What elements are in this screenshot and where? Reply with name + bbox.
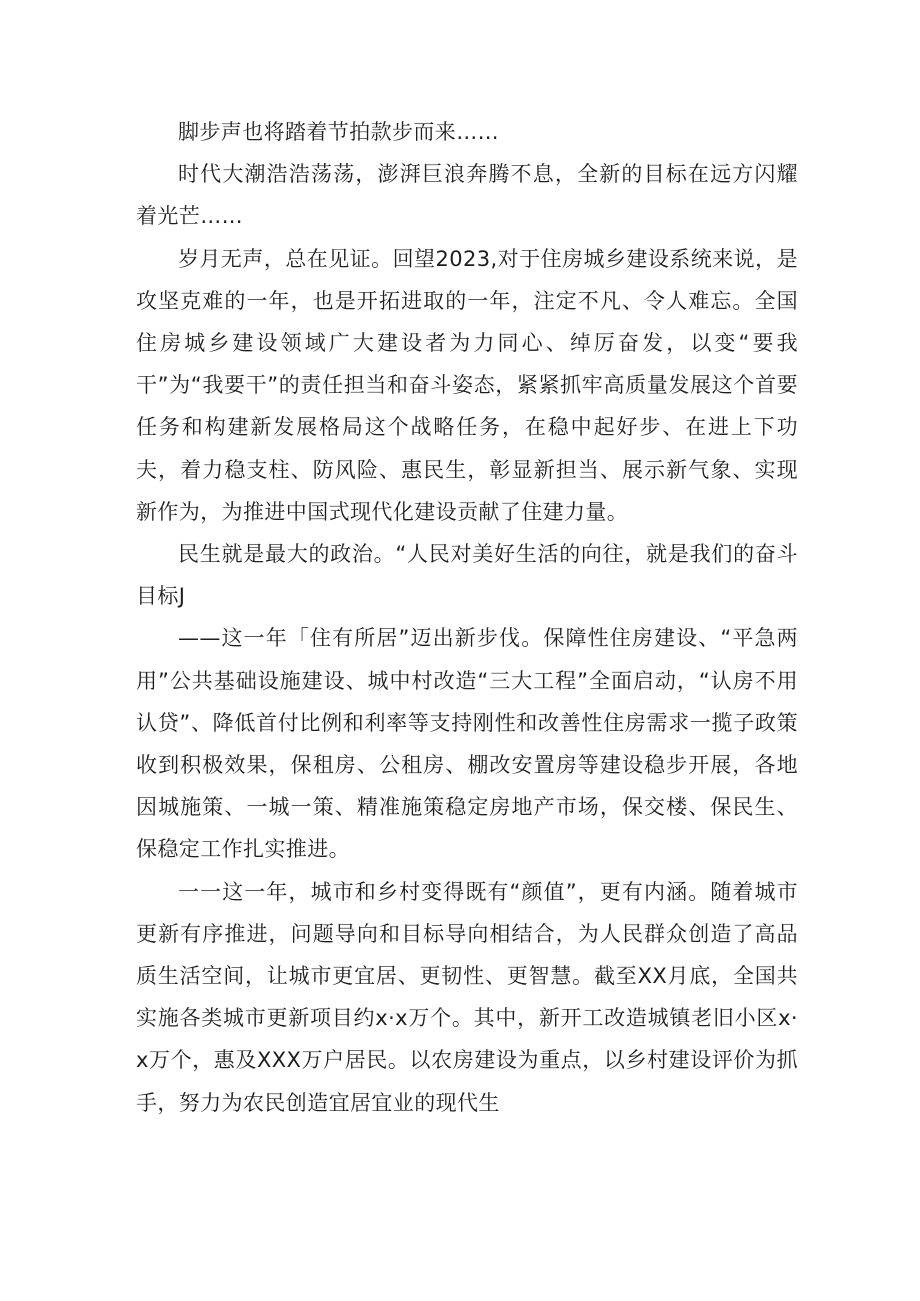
paragraph: ——这一年「住有所居”迈出新步伐。保障性住房建设、“平急两用”公共基础设施建设、城中村改造“三大工程”全面启动，“认房不用认贷”、降低首付比例和利率等支持刚性和改善性住房需求一揽子政策收到积极效果，保租房、公租房、棚改安置房等建设稳步开展，各地因城施策、一城一策、精准施策稳定房地产市场，保交楼、保民生、保稳定工作扎实推进。 <box>136 626 798 862</box>
document-body <box>136 111 798 1124</box>
paragraph: 岁月无声，总在见证。回望2023,对于住房城乡建设系统来说，是攻坚克难的一年，也是开拓进取的一年，注定不凡、令人难忘。全国住房城乡建设领域广大建设者为力同心、绰厉奋发，以变“要我干”为“我要干”的责任担当和奋斗姿态，紧紧抓牢高质量发展这个首要任务和构建新发展格局这个战略任务，在稳中起好步、在进上下功夫，着力稳支柱、防风险、惠民生，彰显新担当、展示新气象、实现新作为，为推进中国式现代化建设贡献了住建力量。 <box>136 246 798 524</box>
paragraph: 时代大潮浩浩荡荡，澎湃巨浪奔腾不息，全新的目标在远方闪耀着光芒…… <box>136 162 798 229</box>
paragraph: 一一这一年，城市和乡村变得既有“颜值”，更有内涵。随着城市更新有序推进，问题导向和目标导向相结合，为人民群众创造了高品质生活空间，让城市更宜居、更韧性、更智慧。截至XX月底，全国共实施各类城市更新项目约x·x万个。其中，新开工改造城镇老旧小区x·x万个，惠及XXX万户居民。以农房建设为重点，以乡村建设评价为抓手，努力为农民创造宜居宜业的现代生 <box>136 879 798 1115</box>
paragraph: 脚步声也将踏着节拍款步而来…… <box>178 120 499 144</box>
paragraph: 民生就是最大的政治。“人民对美好生活的向往，就是我们的奋斗目标J <box>136 542 798 609</box>
